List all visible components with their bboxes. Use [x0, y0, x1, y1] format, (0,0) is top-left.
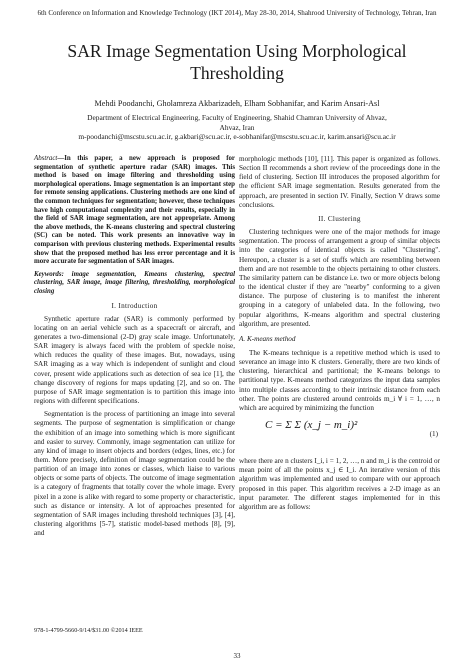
intro-paragraph-continued: morphologic methods [10], [11]. This paper is organized as follows. Section II recommends a short review of the proceedings done in the field of clustering. Section III introduces the proposed algorithm for the efficient SAR image segmentation. Results generated from the approach, are presented in section IV. Finally, Section V draws some conclusions. [239, 155, 440, 209]
author-list: Mehdi Poodanchi, Gholamreza Akbarizadeh, Elham Sobhanifar, and Karim Ansari-Asl [94, 99, 380, 108]
conference-header: 6th Conference on Information and Knowledge Technology (IKT 2014), May 28-30, 2014, Shahrood University of Technology, Tehran, Iran [37, 9, 437, 17]
equation-number: (1) [429, 430, 438, 439]
intro-paragraph-2: Segmentation is the process of partitioning an image into several segments. The purpose of segmentation is simplification or change the exhibition of an image into something which is more significant and easier to survey. Commonly, image segmentation can utilize for any kind of image to insert objects and borders (edges, lines, etc.) for them. More precisely, definition of image segmentation could be the partition of an image into zones or classes, which liaise to various objects or some parts of objects. The outcome of image segmentation is a category of fragments that totally cover the whole image. Every pixel in a zone is alike with regard to some property or characteristic, such as distance or intensity. A lot of approaches presented for segmentation of SAR images including threshold techniques [3], [4], clustering algorithms [5-7], statistic model-based methods [8], [9], and [34, 410, 235, 538]
equation-1 [239, 417, 440, 453]
section-heading-introduction: I. Introduction [111, 301, 158, 310]
affiliation-block [20, 113, 454, 142]
abstract-label: Abstract [34, 155, 58, 162]
left-column [34, 155, 235, 542]
keywords [34, 271, 235, 297]
abstract-text: —In this paper, a new approach is proposed for segmentation of synthetic aperture radar (SAR) images. This method is based on image filtering and thresholding using morphological operations. Image segmentation is an important step for remote sensing applications. Clustering methods are one kind of the common techniques for segmentation; however, these techniques have high computational complexity and their results, especially in the field of SAR image segmentation, are not appropriate. Among the above methods, the K-means clustering and spectral clustering (SC) can be noted. This work presents an innovative way in comparison with previous clustering methods. Experimental results show that the proposed method has less error percentage and it is more accurate for segmentation of SAR images. [34, 155, 235, 266]
author-emails: m-poodanchi@mscstu.scu.ac.ir, g.akbari@scu.ac.ir, e-sobhanifar@mscstu.scu.ac.ir, karim.ansari@scu.ac.ir [78, 132, 396, 142]
equation-body [265, 421, 357, 430]
abstract [34, 155, 235, 267]
equation-sum: Σ Σ (x_j − m_i)² [285, 419, 358, 432]
keywords-label: Keywords: [34, 270, 64, 278]
title-line-2: Thresholding [190, 63, 284, 83]
page-number: 33 [233, 652, 241, 660]
subsection-heading-kmeans: A. K-means method [239, 334, 296, 343]
kmeans-paragraph: The K-means technique is a repetitive method which is used to severance an image into K clusters. Generally, there are two kinds of clustering, hierarchical and partitional; the K-means belongs to partitional type. K-means method categorizes the input data samples into multiple classes according to their intrinsic distance from each other. The points are clustered around centroids m_i ∀ i = 1, …, n which are acquired by minimizing the function [239, 348, 440, 412]
right-column [239, 155, 440, 516]
affiliation-line-2: Ahvaz, Iran [219, 122, 255, 132]
title-line-1: SAR Image Segmentation Using Morphological [67, 41, 407, 61]
affiliation-line-1: Department of Electrical Engineering, Faculty of Engineering, Shahid Chamran University of Ahvaz, [87, 113, 387, 122]
post-equation-paragraph: where there are n clusters I_i, i = 1, 2, …, n and m_i is the centroid or mean point of all the points x_j ∈ I_i. An iterative version of this algorithm was implemented and used to compare with our approach proposed in this paper. This algorithm receives a 2-D image as an input parameter. The different stages implemented for in this algorithm are as follows: [239, 457, 440, 511]
paper-title [30, 40, 444, 84]
intro-paragraph-1: Synthetic aperture radar (SAR) is commonly performed by locating on an aerial vehicle such as a spacecraft or aircraft, and generates a two-dimensional (2-D) gray scale image. Unfortunately, SAR imagery is always faced with the problem of speckle noise, which reduces the quality of these images. But, nowadays, using SAR imaging as a way which is independent of sunlight and cloud cover, present wide applications such as detection of sea ice [1], the change discovery of regions for maps updating [2], and so on. The purpose of SAR image segmentation is to partition this image into regions with different specifications. [34, 314, 235, 406]
section-heading-clustering: II. Clustering [318, 214, 361, 223]
keywords-text: image segmentation, Kmeans clustering, spectral clustering, SAR image, image filtering, thresholding, morphological closing [34, 270, 235, 295]
equation-lhs: C = [265, 419, 283, 432]
copyright-notice: 978-1-4799-5660-9/14/$31.00 ©2014 IEEE [34, 627, 143, 634]
clustering-paragraph: Clustering techniques were one of the major methods for image segmentation. The process of arrangement a group of similar objects into the categories of identical objects is called "Clustering". Hereupon, a cluster is a set of stuffs which are resembling between them and are not resemble to the objects pertaining to other clusters. The similarity pattern can be distance i.e. two or more objects belong to the identical cluster if they are "nearby" conforming to a given distance. The purpose of clustering is to manifest the inherent grouping in a category of unlabeled data. In the following, two popular algorithms, K-means algorithm and spectral clustering algorithm, are presented. [239, 228, 440, 328]
